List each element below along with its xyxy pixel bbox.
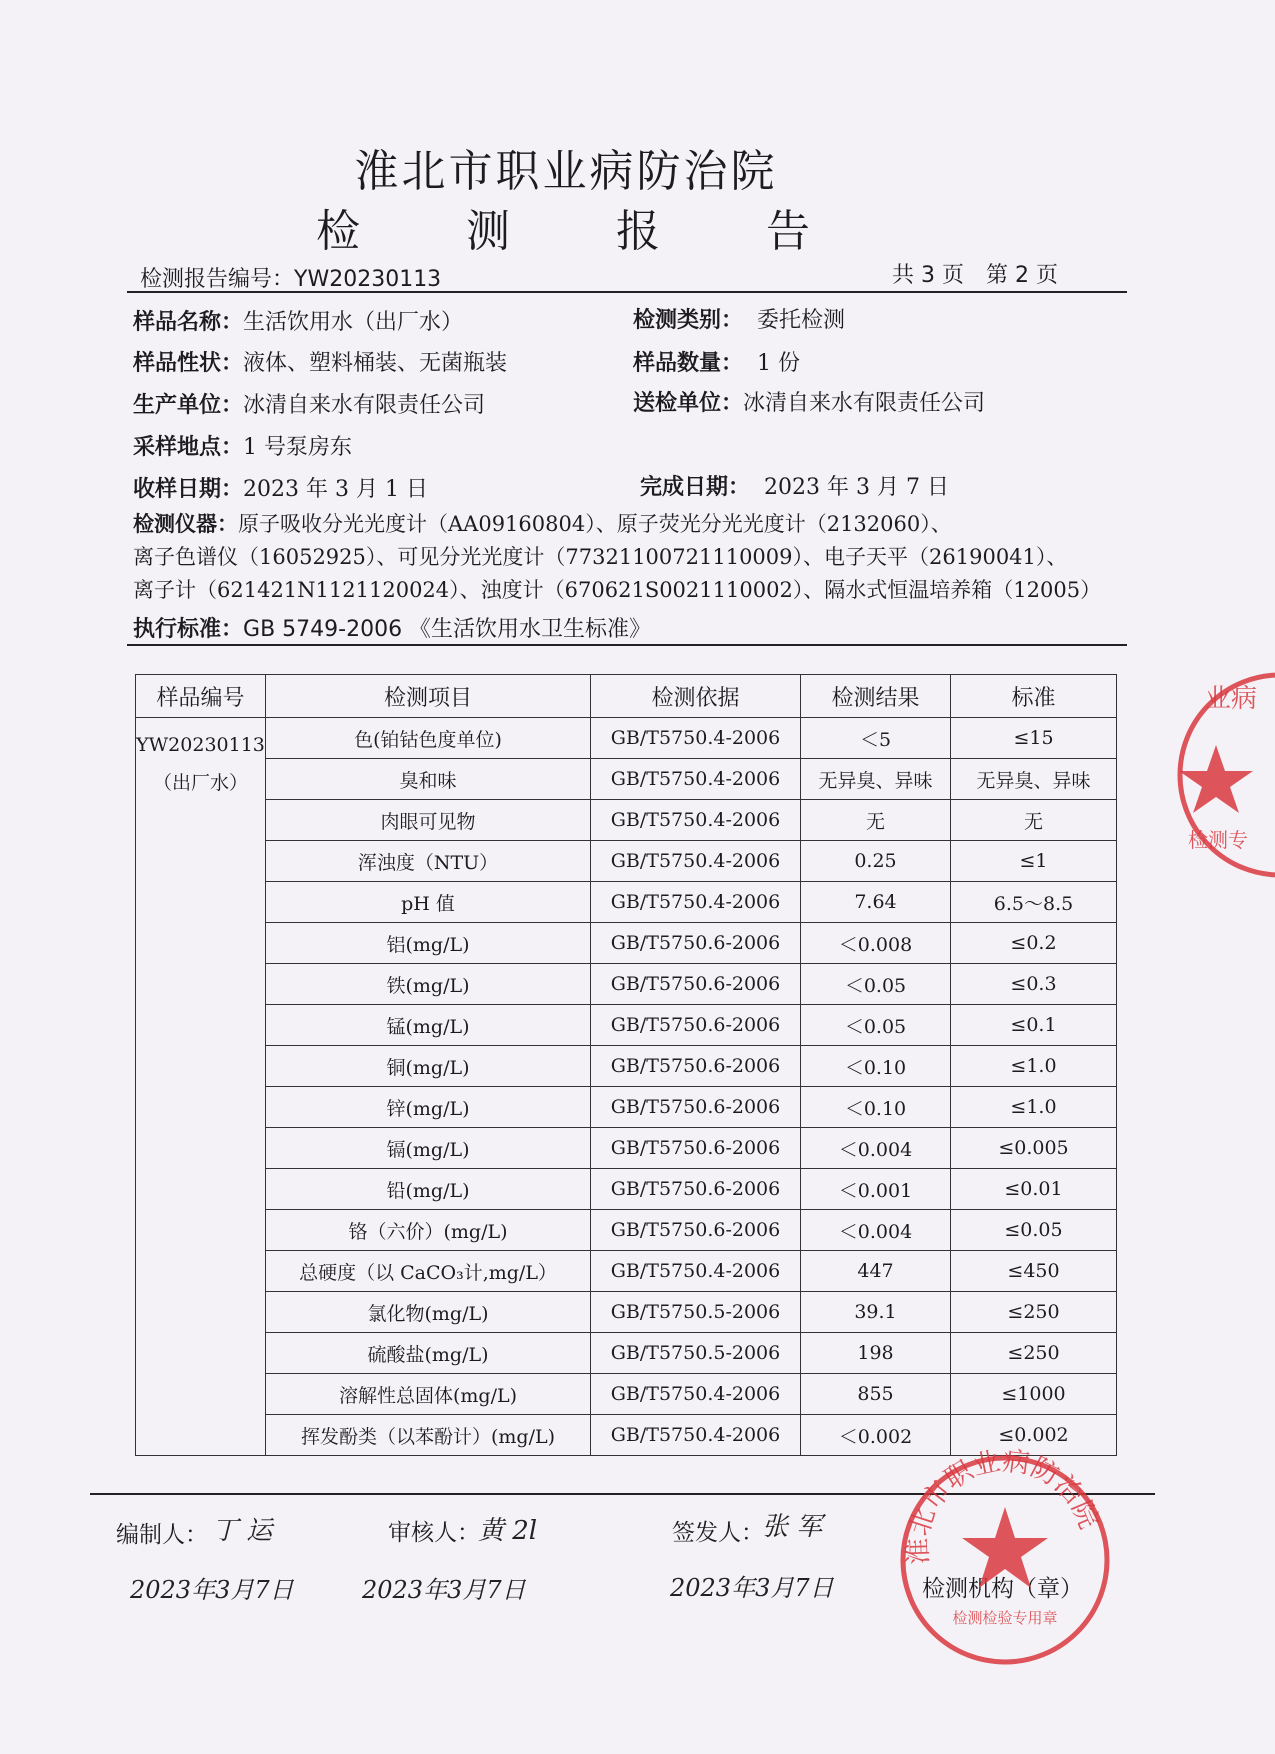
- test-result: 0.25: [801, 841, 951, 882]
- reviewer-date: 2023年3月7日: [362, 1576, 526, 1604]
- instruments-line-2: 离子色谱仪（16052925）、可见分光光度计（77321100721110009）、电子天平（26190041）、: [133, 545, 1068, 569]
- instruments: [133, 508, 952, 538]
- test-result: ＜0.004: [801, 1210, 951, 1251]
- test-basis: GB/T5750.6-2006: [591, 1087, 801, 1128]
- table-row: [136, 1046, 1117, 1087]
- sample-nature-label: 样品性状：: [133, 351, 244, 376]
- completed-label: 完成日期：: [640, 475, 751, 500]
- test-standard: ≤250: [951, 1333, 1117, 1374]
- test-standard: 6.5～8.5: [951, 882, 1117, 923]
- test-result: 855: [801, 1374, 951, 1415]
- test-type: [633, 303, 845, 334]
- test-basis: GB/T5750.4-2006: [591, 718, 801, 759]
- test-standard: ≤0.005: [951, 1128, 1117, 1169]
- test-standard: ≤0.01: [951, 1169, 1117, 1210]
- producer: [133, 388, 485, 419]
- editor-signature: 丁 运: [212, 1516, 273, 1546]
- sampling-site: [133, 430, 352, 461]
- test-basis: GB/T5750.4-2006: [591, 841, 801, 882]
- completed-date: [640, 470, 949, 501]
- test-result: ＜0.004: [801, 1128, 951, 1169]
- sample-qty-value: 1 份: [757, 351, 801, 376]
- test-standard: 无异臭、异味: [951, 759, 1117, 800]
- seal-star-icon: [962, 1507, 1048, 1588]
- test-result: ＜0.002: [801, 1415, 951, 1456]
- test-basis: GB/T5750.4-2006: [591, 800, 801, 841]
- col-header-result: 检测结果: [801, 675, 951, 718]
- sample-name-label: 样品名称：: [133, 310, 244, 335]
- sample-note: （出厂水）: [152, 772, 248, 794]
- producer-value: 冰清自来水有限责任公司: [243, 393, 486, 418]
- sample-id: YW20230113: [136, 734, 265, 756]
- test-standard: 无: [951, 800, 1117, 841]
- table-row: [136, 718, 1117, 759]
- test-standard: ≤250: [951, 1292, 1117, 1333]
- test-result: ＜0.05: [801, 1005, 951, 1046]
- report-title: 检 测 报 告: [316, 206, 856, 257]
- table-row: [136, 1292, 1117, 1333]
- table-header-row: [136, 675, 1117, 718]
- test-basis: GB/T5750.4-2006: [591, 1415, 801, 1456]
- test-type-label: 检测类别：: [633, 308, 744, 333]
- side-seal: [1170, 665, 1275, 890]
- test-basis: GB/T5750.6-2006: [591, 1046, 801, 1087]
- test-result: ＜0.001: [801, 1169, 951, 1210]
- sample-qty-label: 样品数量：: [633, 351, 744, 376]
- test-standard: ≤0.2: [951, 923, 1117, 964]
- received-value: 2023 年 3 月 1 日: [243, 477, 428, 502]
- test-result: 447: [801, 1251, 951, 1292]
- col-header-item: 检测项目: [266, 675, 591, 718]
- table-row: [136, 964, 1117, 1005]
- test-result: 39.1: [801, 1292, 951, 1333]
- col-header-basis: 检测依据: [591, 675, 801, 718]
- standard: [133, 612, 651, 643]
- test-result: ＜5: [801, 718, 951, 759]
- standard-value: GB 5749-2006 《生活饮用水卫生标准》: [243, 617, 652, 642]
- test-basis: GB/T5750.6-2006: [591, 1210, 801, 1251]
- table-row: [136, 882, 1117, 923]
- test-standard: ≤15: [951, 718, 1117, 759]
- test-item: 色(铂钴色度单位): [266, 718, 591, 759]
- test-type-value: 委托检测: [757, 308, 846, 333]
- table-row: [136, 800, 1117, 841]
- site-value: 1 号泵房东: [243, 435, 353, 460]
- test-item: 铁(mg/L): [266, 964, 591, 1005]
- sample-nature: [133, 346, 507, 377]
- test-basis: GB/T5750.4-2006: [591, 882, 801, 923]
- editor-date: 2023年3月7日: [130, 1576, 294, 1604]
- test-item: 铅(mg/L): [266, 1169, 591, 1210]
- test-standard: ≤1: [951, 841, 1117, 882]
- org-seal-label: 检测机构（章）: [922, 1576, 1083, 1602]
- test-standard: ≤1.0: [951, 1087, 1117, 1128]
- sample-name-value: 生活饮用水（出厂水）: [243, 310, 464, 335]
- test-item: 锌(mg/L): [266, 1087, 591, 1128]
- table-row: [136, 759, 1117, 800]
- test-standard: ≤0.05: [951, 1210, 1117, 1251]
- test-item: 镉(mg/L): [266, 1128, 591, 1169]
- sample-nature-value: 液体、塑料桶装、无菌瓶装: [243, 351, 508, 376]
- submitter-value: 冰清自来水有限责任公司: [743, 391, 986, 416]
- test-item: 总硬度（以 CaCO₃计,mg/L）: [266, 1251, 591, 1292]
- test-item: pH 值: [266, 882, 591, 923]
- test-result: 无异臭、异味: [801, 759, 951, 800]
- side-seal-star-icon: [1179, 745, 1253, 813]
- test-basis: GB/T5750.6-2006: [591, 1005, 801, 1046]
- test-result: ＜0.10: [801, 1046, 951, 1087]
- test-basis: GB/T5750.6-2006: [591, 923, 801, 964]
- test-result: 198: [801, 1333, 951, 1374]
- test-basis: GB/T5750.4-2006: [591, 1251, 801, 1292]
- instruments-line-3: 离子计（621421N1121120024）、浊度计（670621S0021110002）、隔水式恒温培养箱（12005）: [133, 578, 1102, 602]
- reviewer-signature: 黄 2l: [478, 1516, 538, 1546]
- test-basis: GB/T5750.4-2006: [591, 759, 801, 800]
- test-item: 浑浊度（NTU）: [266, 841, 591, 882]
- sample-id-cell: [136, 718, 266, 1456]
- reviewer-label: 审核人：: [388, 1520, 480, 1546]
- test-result: ＜0.05: [801, 964, 951, 1005]
- test-item: 臭和味: [266, 759, 591, 800]
- standard-label: 执行标准：: [133, 617, 244, 642]
- received-date: [133, 472, 428, 503]
- completed-value: 2023 年 3 月 7 日: [764, 475, 949, 500]
- test-item: 氯化物(mg/L): [266, 1292, 591, 1333]
- table-row: [136, 841, 1117, 882]
- sample-qty: [633, 346, 800, 377]
- seal-ring-text: 淮北市职业病防治院: [902, 1445, 1105, 1566]
- report-no-label: 检测报告编号：: [140, 267, 295, 292]
- table-row: [136, 923, 1117, 964]
- header-rule: [127, 291, 1127, 293]
- test-standard: ≤0.002: [951, 1415, 1117, 1456]
- sample-name: [133, 305, 463, 336]
- test-item: 肉眼可见物: [266, 800, 591, 841]
- test-standard: ≤0.1: [951, 1005, 1117, 1046]
- table-row: [136, 1128, 1117, 1169]
- side-seal-text: 业病: [1205, 684, 1258, 714]
- test-item: 挥发酚类（以苯酚计）(mg/L): [266, 1415, 591, 1456]
- editor-label: 编制人：: [116, 1522, 208, 1548]
- page-counter: 共 3 页 第 2 页: [892, 263, 1058, 288]
- instruments-line-1: 原子吸收分光光度计（AA09160804）、原子荧光分光光度计（2132060）、: [238, 512, 952, 536]
- table-row: [136, 1005, 1117, 1046]
- received-label: 收样日期：: [133, 477, 244, 502]
- test-item: 溶解性总固体(mg/L): [266, 1374, 591, 1415]
- test-item: 硫酸盐(mg/L): [266, 1333, 591, 1374]
- test-result: ＜0.008: [801, 923, 951, 964]
- test-result: 无: [801, 800, 951, 841]
- issuer-date: 2023年3月7日: [670, 1574, 834, 1602]
- test-result: ＜0.10: [801, 1087, 951, 1128]
- test-standard: ≤450: [951, 1251, 1117, 1292]
- instruments-label: 检测仪器：: [133, 512, 238, 536]
- table-row: [136, 1210, 1117, 1251]
- test-item: 锰(mg/L): [266, 1005, 591, 1046]
- test-item: 铜(mg/L): [266, 1046, 591, 1087]
- report-number: [140, 262, 441, 293]
- table-row: [136, 1374, 1117, 1415]
- test-basis: GB/T5750.4-2006: [591, 1374, 801, 1415]
- test-basis: GB/T5750.6-2006: [591, 1169, 801, 1210]
- submitter-label: 送检单位：: [633, 391, 744, 416]
- issuer-signature: 张 军: [762, 1512, 823, 1542]
- table-row: [136, 1169, 1117, 1210]
- report-no-value: YW20230113: [294, 267, 442, 292]
- test-item: 铬（六价）(mg/L): [266, 1210, 591, 1251]
- org-seal: [890, 1445, 1120, 1675]
- test-result: 7.64: [801, 882, 951, 923]
- producer-label: 生产单位：: [133, 393, 244, 418]
- results-table: [135, 674, 1117, 1456]
- test-standard: ≤1.0: [951, 1046, 1117, 1087]
- submitter: [633, 386, 985, 417]
- table-row: [136, 1333, 1117, 1374]
- test-basis: GB/T5750.5-2006: [591, 1333, 801, 1374]
- test-basis: GB/T5750.6-2006: [591, 1128, 801, 1169]
- site-label: 采样地点：: [133, 435, 244, 460]
- test-standard: ≤0.3: [951, 964, 1117, 1005]
- info-rule: [127, 644, 1127, 646]
- table-row: [136, 1087, 1117, 1128]
- institute-title: 淮北市职业病防治院: [354, 146, 778, 197]
- side-seal-sub-text: 检测专: [1188, 828, 1248, 852]
- issuer-label: 签发人：: [672, 1520, 764, 1546]
- seal-sub-text: 检测检验专用章: [952, 1609, 1058, 1627]
- test-basis: GB/T5750.6-2006: [591, 964, 801, 1005]
- table-row: [136, 1251, 1117, 1292]
- col-header-standard: 标准: [951, 675, 1117, 718]
- test-basis: GB/T5750.5-2006: [591, 1292, 801, 1333]
- col-header-sample-id: 样品编号: [136, 675, 266, 718]
- test-item: 铝(mg/L): [266, 923, 591, 964]
- test-standard: ≤1000: [951, 1374, 1117, 1415]
